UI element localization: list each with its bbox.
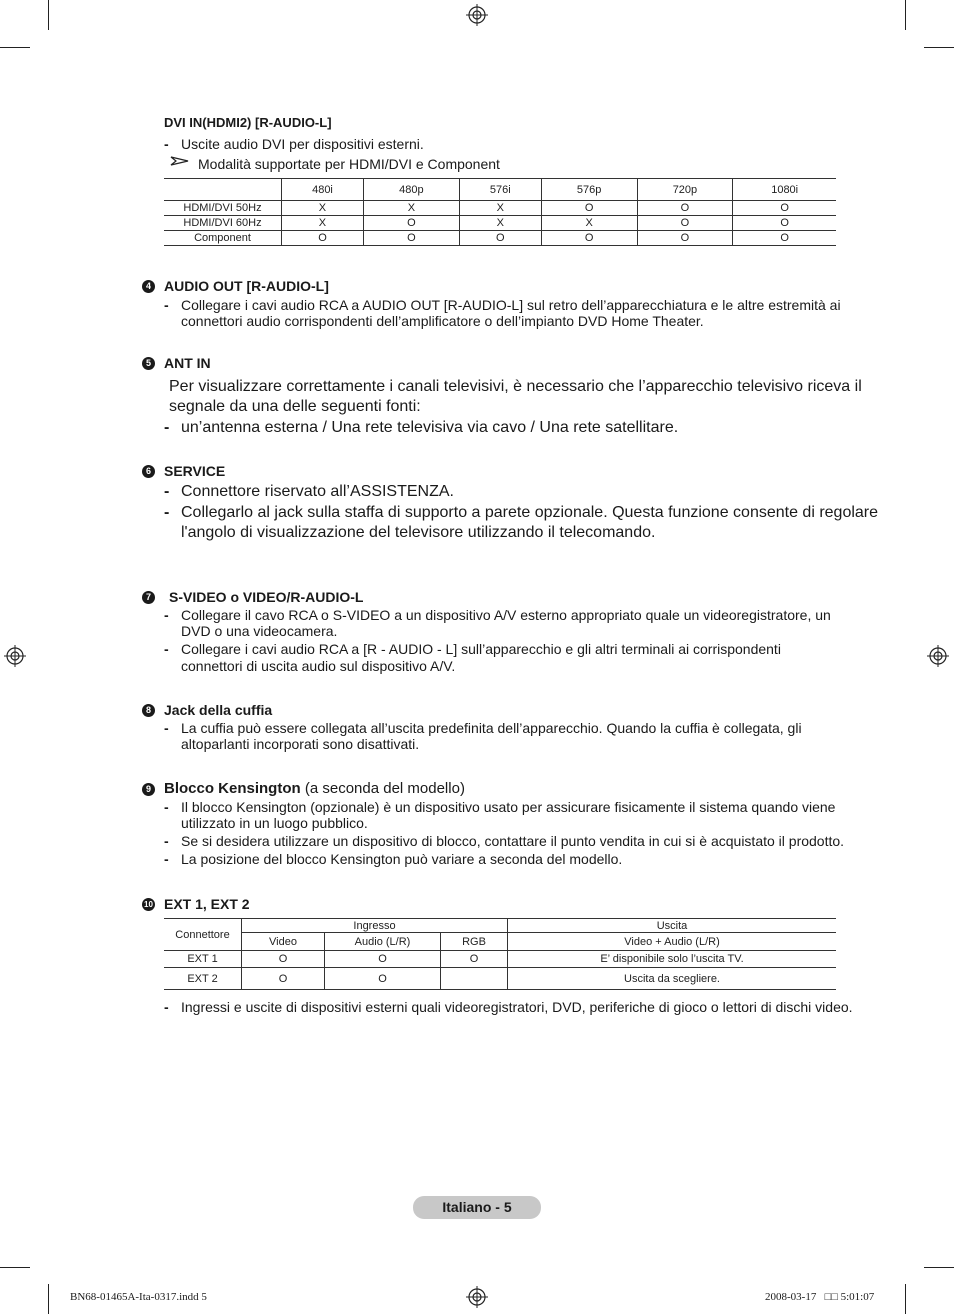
section-heading-headphone: Jack della cuffia [164, 702, 273, 718]
table-row [164, 216, 836, 231]
section-heading-kensington [164, 780, 465, 797]
note-arrow-icon [170, 155, 190, 167]
registration-mark-icon [466, 4, 488, 26]
svideo-bullet2-line2: connettori di uscita audio sul dispositivo A/V. [181, 658, 456, 674]
table-header-cell: 576p [541, 179, 637, 201]
table-cell: X [282, 201, 364, 216]
bullet-dash: - [164, 999, 169, 1015]
table-cell: O [242, 951, 325, 968]
table-cell: X [541, 216, 637, 231]
bullet-dash: - [164, 833, 169, 849]
bullet-dash: - [164, 607, 169, 623]
table-row [164, 951, 836, 968]
headphone-bullet-line2: altoparlanti incorporati sono disattivati. [181, 736, 420, 752]
dvi-mode-table [164, 178, 836, 246]
table-header-cell: Video [242, 933, 325, 951]
section-heading-ant-in: ANT IN [164, 355, 211, 371]
audio-out-bullet-line2: connettori audio corrispondenti dell’amplificatore o dell’impianto DVD Home Theater. [181, 313, 704, 329]
table-cell: O [363, 231, 459, 246]
section-heading-svideo: S-VIDEO o VIDEO/R-AUDIO-L [169, 589, 364, 605]
registration-mark-icon [466, 1286, 488, 1308]
table-corner-cell [164, 179, 282, 201]
section-number-badge: 6 [142, 465, 155, 478]
bullet-dash: - [164, 136, 169, 152]
row-label: EXT 1 [164, 951, 242, 968]
ant-in-bullet: un’antenna esterna / Una rete televisiva via cavo / Una rete satellitare. [181, 419, 679, 436]
kensington-bullet1-line1: Il blocco Kensington (opzionale) è un dispositivo usato per assicurare fisicamente il sistema quando viene [181, 799, 836, 815]
table-cell: O [541, 201, 637, 216]
kensington-bullet2: Se si desidera utilizzare un dispositivo di blocco, contattare il punto vendita in cui si è acquistato il prodotto. [181, 833, 845, 849]
crop-mark [924, 47, 954, 48]
ext-connector-table [164, 918, 836, 990]
section-number-badge: 7 [142, 591, 155, 604]
dvi-note: Modalità supportate per HDMI/DVI e Component [198, 156, 500, 172]
row-label: HDMI/DVI 60Hz [164, 216, 282, 231]
crop-mark [0, 47, 30, 48]
table-header-cell: 480i [282, 179, 364, 201]
registration-mark-icon [927, 645, 949, 667]
section-number-badge: 10 [142, 898, 155, 911]
table-cell: X [459, 216, 541, 231]
bullet-dash: - [164, 720, 169, 736]
registration-mark-icon [4, 645, 26, 667]
ext-bullet: Ingressi e uscite di dispositivi esterni quali videoregistratori, DVD, periferiche di gioco o lettori di dischi video. [181, 999, 853, 1015]
row-label: EXT 2 [164, 968, 242, 990]
table-cell: E’ disponibile solo l’uscita TV. [508, 951, 837, 968]
bullet-dash: - [164, 419, 170, 436]
service-bullet1: Connettore riservato all’ASSISTENZA. [181, 483, 454, 500]
slug-date: 2008-03-17 □□ 5:01:07 [765, 1291, 875, 1303]
headphone-bullet-line1: La cuffia può essere collegata all’uscita predefinita dell’apparecchio. Quando la cuffia è collegata, gli [181, 720, 802, 736]
row-label: HDMI/DVI 50Hz [164, 201, 282, 216]
kensington-heading-bold: Blocco Kensington [164, 780, 301, 797]
section-number-badge: 4 [142, 280, 155, 293]
dvi-bullet: Uscite audio DVI per dispositivi esterni. [181, 136, 424, 152]
table-header-cell: 480p [363, 179, 459, 201]
table-cell: O [242, 968, 325, 990]
section-number-badge: 8 [142, 704, 155, 717]
row-label: Component [164, 231, 282, 246]
section-heading-dvi: DVI IN(HDMI2) [R-AUDIO-L] [164, 115, 332, 130]
table-cell [441, 968, 508, 990]
table-cell: O [733, 216, 836, 231]
ant-in-paragraph-line1: Per visualizzare correttamente i canali televisivi, è necessario che l’apparecchio televisivo riceva il [169, 378, 862, 395]
section-heading-ext: EXT 1, EXT 2 [164, 896, 250, 912]
service-bullet2-line2: l'angolo di visualizzazione del televisore utilizzando il telecomando. [181, 524, 656, 541]
bullet-dash: - [164, 504, 170, 521]
svideo-bullet2-line1: Collegare i cavi audio RCA a [R - AUDIO - L] sull’apparecchio e gli altri terminali ai corrispondenti [181, 641, 781, 657]
table-row [164, 968, 836, 990]
section-heading-audio-out: AUDIO OUT [R-AUDIO-L] [164, 278, 329, 294]
table-cell: O [459, 231, 541, 246]
bullet-dash: - [164, 641, 169, 657]
table-header-cell: 576i [459, 179, 541, 201]
table-cell: O [637, 231, 733, 246]
page-number-badge: Italiano - 5 [413, 1196, 541, 1219]
slug-filename: BN68-01465A-Ita-0317.indd 5 [70, 1291, 207, 1303]
table-cell: O [325, 951, 441, 968]
service-bullet2-line1: Collegarlo al jack sulla staffa di supporto a parete opzionale. Questa funzione consente di regolare [181, 504, 879, 521]
crop-mark [48, 1284, 49, 1314]
ant-in-paragraph-line2: segnale da una delle seguenti fonti: [169, 398, 421, 415]
table-cell: O [282, 231, 364, 246]
table-row [164, 201, 836, 216]
bullet-dash: - [164, 483, 170, 500]
table-row [164, 231, 836, 246]
table-header-cell: Audio (L/R) [325, 933, 441, 951]
table-header-cell: 1080i [733, 179, 836, 201]
bullet-dash: - [164, 851, 169, 867]
bullet-dash: - [164, 297, 169, 313]
kensington-bullet3: La posizione del blocco Kensington può variare a seconda del modello. [181, 851, 623, 867]
crop-mark [0, 1267, 30, 1268]
table-cell: X [459, 201, 541, 216]
output-header: Uscita [508, 919, 837, 933]
table-header-cell: Video + Audio (L/R) [508, 933, 837, 951]
crop-mark [905, 0, 906, 30]
kensington-heading-suffix: (a seconda del modello) [304, 780, 465, 797]
table-header-row [164, 919, 836, 933]
table-header-row [164, 933, 836, 951]
crop-mark [924, 1267, 954, 1268]
table-cell: O [637, 201, 733, 216]
input-header: Ingresso [242, 919, 508, 933]
table-header-row [164, 179, 836, 201]
table-cell: O [733, 231, 836, 246]
svideo-bullet1-line2: DVD o una videocamera. [181, 623, 338, 639]
crop-mark [48, 0, 49, 30]
section-number-badge: 5 [142, 357, 155, 370]
crop-mark [905, 1284, 906, 1314]
table-cell: O [733, 201, 836, 216]
table-cell: X [363, 201, 459, 216]
table-cell: X [282, 216, 364, 231]
bullet-dash: - [164, 799, 169, 815]
table-cell: Uscita da scegliere. [508, 968, 837, 990]
table-cell: O [441, 951, 508, 968]
table-header-cell: 720p [637, 179, 733, 201]
section-heading-service: SERVICE [164, 463, 226, 479]
connector-header: Connettore [164, 919, 242, 951]
table-cell: O [541, 231, 637, 246]
table-cell: O [637, 216, 733, 231]
audio-out-bullet-line1: Collegare i cavi audio RCA a AUDIO OUT [R-AUDIO-L] sul retro dell’apparecchiatura e le altre estremità ai [181, 297, 841, 313]
svideo-bullet1-line1: Collegare il cavo RCA o S-VIDEO a un dispositivo A/V esterno appropriato quale un videoregistratore, un [181, 607, 831, 623]
table-cell: O [363, 216, 459, 231]
table-cell: O [325, 968, 441, 990]
section-number-badge: 9 [142, 783, 155, 796]
table-header-cell: RGB [441, 933, 508, 951]
kensington-bullet1-line2: utilizzato in un luogo pubblico. [181, 815, 368, 831]
